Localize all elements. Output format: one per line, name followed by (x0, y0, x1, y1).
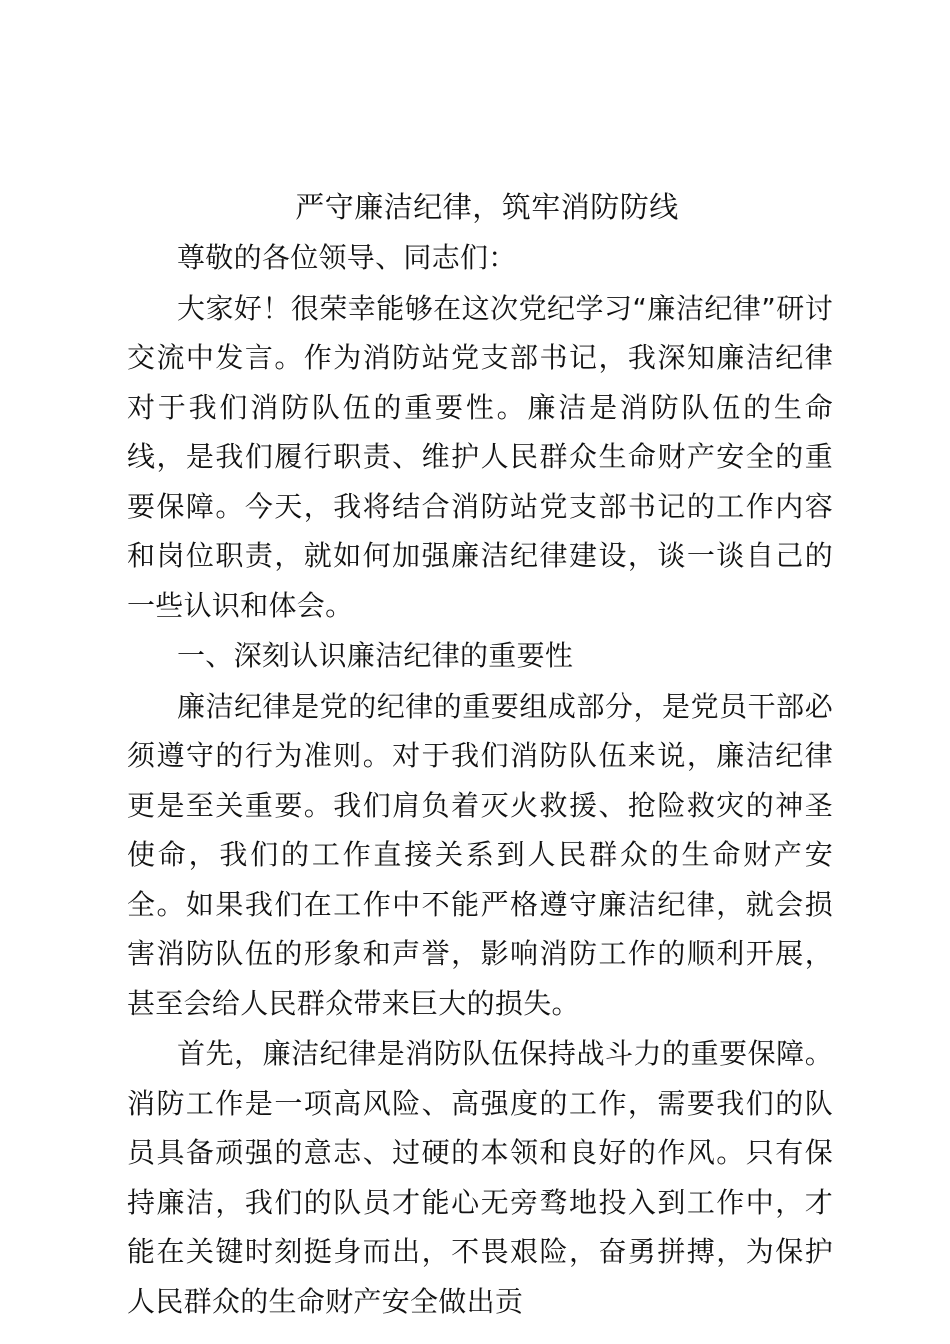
paragraph-intro: 大家好！很荣幸能够在这次党纪学习“廉洁纪律”研讨交流中发言。作为消防站党支部书记，我深知廉洁纪律对于我们消防队伍的重要性。廉洁是消防队伍的生命线，是我们履行职责、维护人民群众生命财产安全的重要保障。今天，我将结合消防站党支部书记的工作内容和岗位职责，就如何加强廉洁纪律建设，谈一谈自己的一些认识和体会。 (127, 291, 833, 622)
paragraph-importance: 廉洁纪律是党的纪律的重要组成部分，是党员干部必须遵守的行为准则。对于我们消防队伍来说，廉洁纪律更是至关重要。我们肩负着灭火救援、抢险救灾的神圣使命，我们的工作直接关系到人民群众的生命财产安全。如果我们在工作中不能严格遵守廉洁纪律，就会损害消防队伍的形象和声誉，影响消防工作的顺利开展，甚至会给人民群众带来巨大的损失。 (127, 689, 833, 1020)
paragraph-first-point: 首先，廉洁纪律是消防队伍保持战斗力的重要保障。消防工作是一项高风险、高强度的工作，需要我们的队员具备顽强的意志、过硬的本领和良好的作风。只有保持廉洁，我们的队员才能心无旁骛地投入到工作中，才能在关键时刻挺身而出，不畏艰险，奋勇拼搏，为保护人民群众的生命财产安全做出贡 (127, 1037, 833, 1318)
salutation: 尊敬的各位领导、同志们： (177, 241, 517, 274)
document-body (127, 183, 833, 1326)
document-title: 严守廉洁纪律，筑牢消防防线 (295, 190, 679, 224)
section-heading-1: 一、深刻认识廉洁纪律的重要性 (177, 639, 574, 672)
